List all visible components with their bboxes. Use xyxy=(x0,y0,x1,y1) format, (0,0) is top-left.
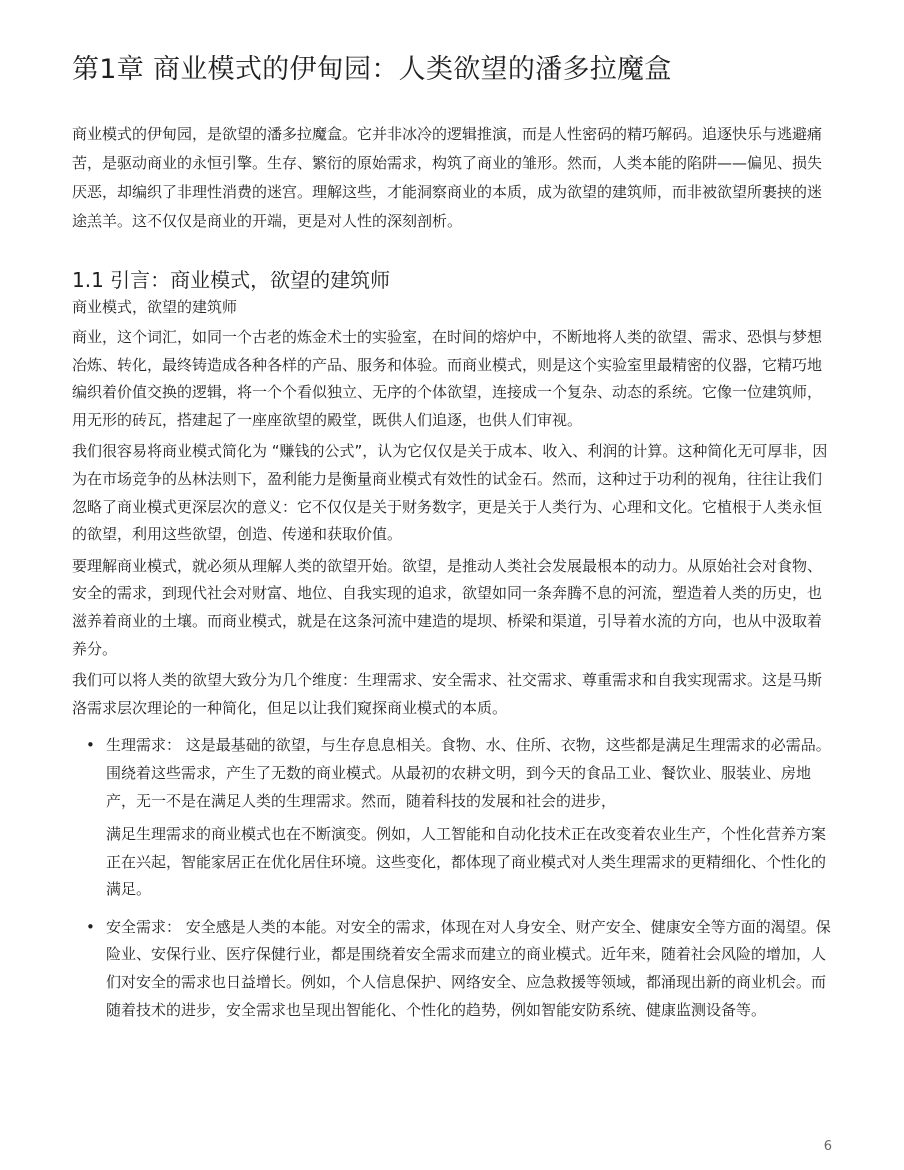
section-subtitle: 商业模式，欲望的建筑师 xyxy=(72,298,238,316)
list-item-paragraph: 安全需求： 安全感是人类的本能。对安全的需求，体现在对人身安全、财产安全、健康安全等方面的渴望。保险业、安保行业、医疗保健行业，都是围绕着安全需求而建立的商业模式。近年来，随着社会风险的增加，人们对安全的需求也日益增长。例如，个人信息保护、网络安全、应急救援等领域，都涌现出新的商业机会。而随着技术的进步，安全需求也呈现出智能化、个性化的趋势，例如智能安防系统、健康监测设备等。 xyxy=(106,917,831,1019)
section-title: 1.1 引言：商业模式，欲望的建筑师 xyxy=(72,268,391,292)
list-item-paragraph: 生理需求： 这是最基础的欲望，与生存息息相关。食物、水、住所、衣物，这些都是满足生理需求的必需品。围绕着这些需求，产生了无数的商业模式。从最初的农耕文明，到今天的食品工业、餐饮业、服装业、房地产，无一不是在满足人类的生理需求。然而，随着科技的发展和社会的进步， xyxy=(106,736,831,810)
body-paragraph-1: 商业，这个词汇，如同一个古老的炼金术士的实验室，在时间的熔炉中，不断地将人类的欲望、需求、恐惧与梦想冶炼、转化，最终铸造成各种各样的产品、服务和体验。而商业模式，则是这个实验室里最精密的仪器，它精巧地编织着价值交换的逻辑，将一个个看似独立、无序的个体欲望，连接成一个复杂、动态的系统。它像一位建筑师，用无形的砖瓦，搭建起了一座座欲望的殿堂，既供人们追逐，也供人们审视。 xyxy=(72,328,823,429)
chapter-intro: 商业模式的伊甸园，是欲望的潘多拉魔盒。它并非冰冷的逻辑推演，而是人性密码的精巧解码。追逐快乐与逃避痛苦，是驱动商业的永恒引擎。生存、繁衍的原始需求，构筑了商业的雏形。然而，人类本能的陷阱——偏见、损失厌恶，却编织了非理性消费的迷宫。理解这些，才能洞察商业的本质，成为欲望的建筑师，而非被欲望所裹挟的迷途羔羊。这不仅仅是商业的开端，更是对人性的深刻剖析。 xyxy=(72,125,823,230)
body-paragraph-4: 我们可以将人类的欲望大致分为几个维度：生理需求、安全需求、社交需求、尊重需求和自我实现需求。这是马斯洛需求层次理论的一种简化，但足以让我们窥探商业模式的本质。 xyxy=(72,671,823,717)
list-item-physiological-needs xyxy=(86,732,832,904)
page-number: 6 xyxy=(823,1139,832,1154)
chapter-title: 第1章 商业模式的伊甸园：人类欲望的潘多拉魔盒 xyxy=(72,54,672,85)
needs-list xyxy=(72,732,832,1024)
list-item-paragraph: 满足生理需求的商业模式也在不断演变。例如，人工智能和自动化技术正在改变着农业生产，个性化营养方案正在兴起，智能家居正在优化居住环境。这些变化，都体现了商业模式对人类生理需求的更精细化、个性化的满足。 xyxy=(106,825,827,899)
bullet-icon: • xyxy=(86,917,95,936)
bullet-icon: • xyxy=(86,736,95,755)
body-paragraph-2: 我们很容易将商业模式简化为 “赚钱的公式”，认为它仅仅是关于成本、收入、利润的计算。这种简化无可厚非，因为在市场竞争的丛林法则下，盈利能力是衡量商业模式有效性的试金石。然而，这种过于功利的视角，往往让我们忽略了商业模式更深层次的意义：它不仅仅是关于财务数字，更是关于人类行为、心理和文化。它植根于人类永恒的欲望，利用这些欲望，创造、传递和获取价值。 xyxy=(72,442,828,544)
document-page xyxy=(72,50,832,1034)
list-item-safety-needs xyxy=(86,914,832,1024)
body-paragraph-3: 要理解商业模式，就必须从理解人类的欲望开始。欲望，是推动人类社会发展最根本的动力。从原始社会对食物、安全的需求，到现代社会对财富、地位、自我实现的追求，欲望如同一条奔腾不息的河流，塑造着人类的历史，也滋养着商业的土壤。而商业模式，就是在这条河流中建造的堤坝、桥梁和渠道，引导着水流的方向，也从中汲取着养分。 xyxy=(72,556,823,658)
